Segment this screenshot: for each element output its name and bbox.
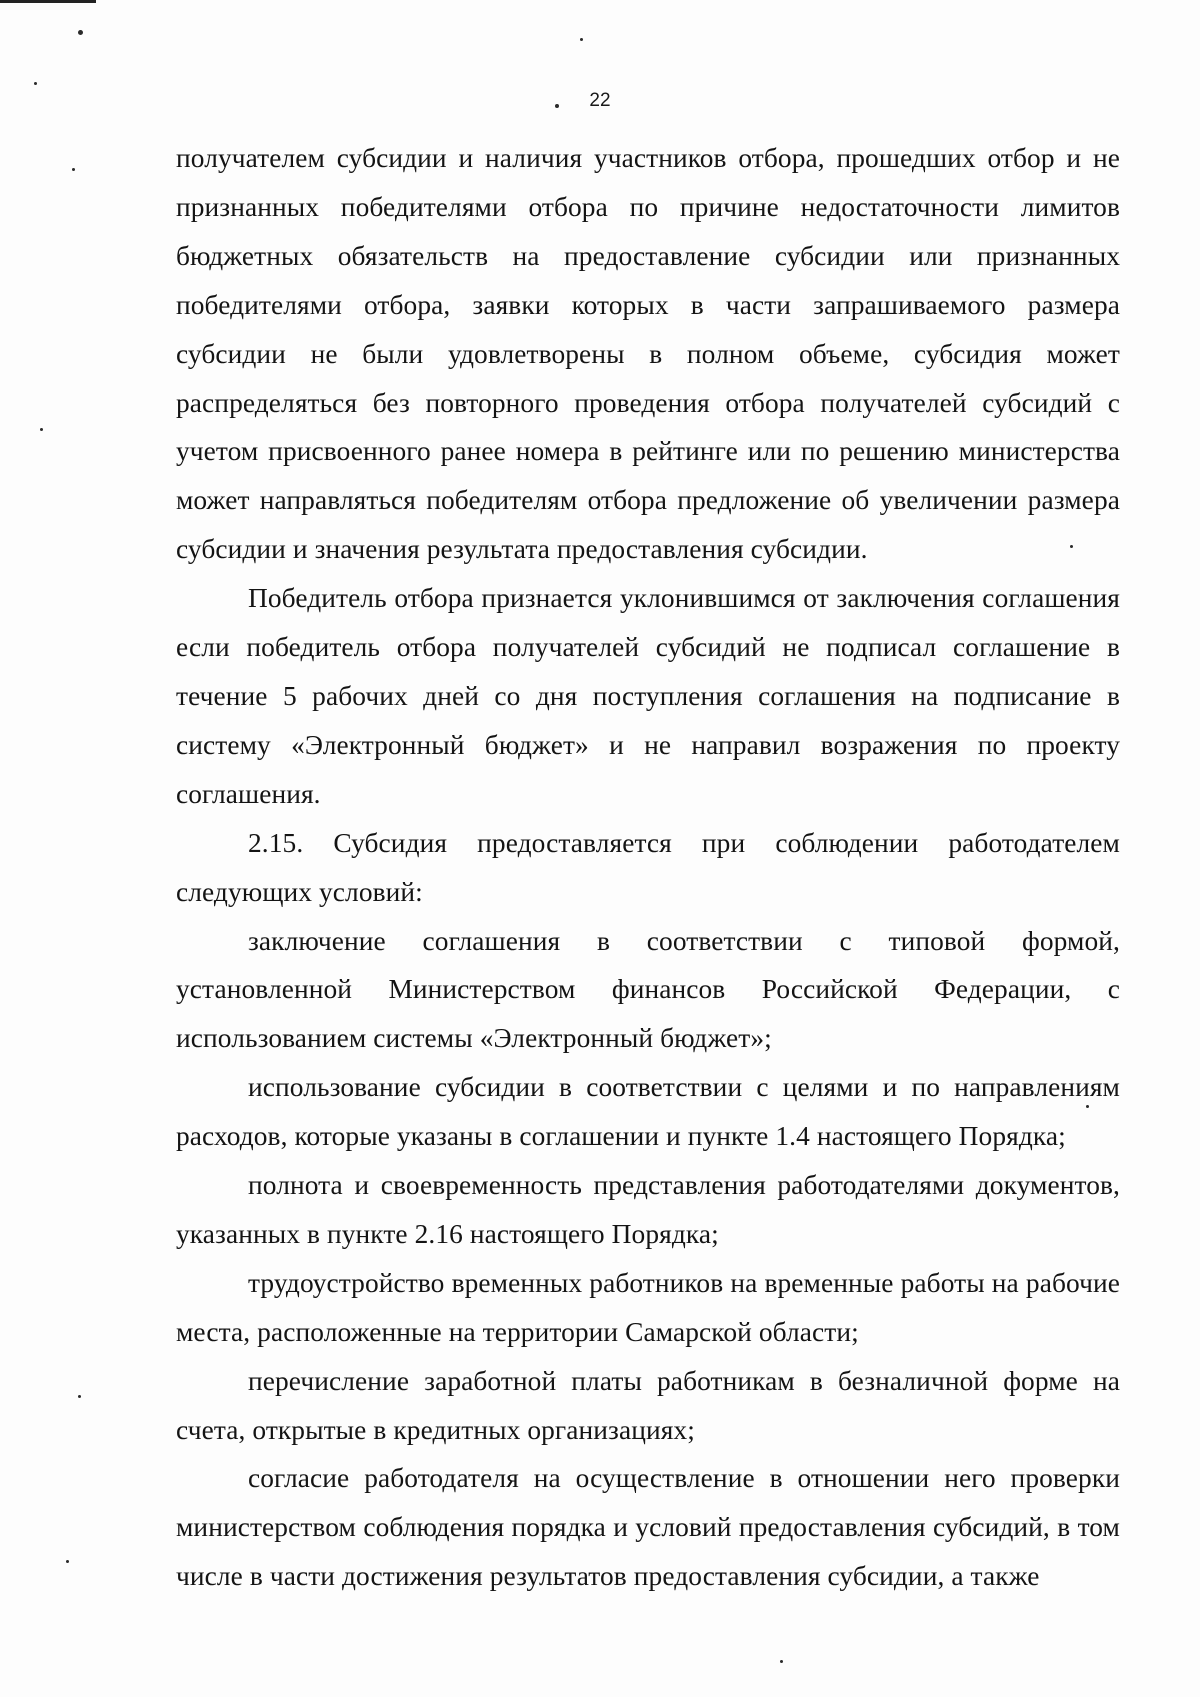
paragraph: перечисление заработной платы работникам в безналичной форме на счета, открытые в кредитных организациях; xyxy=(176,1365,1120,1445)
scan-speck xyxy=(555,104,559,108)
paragraph: Победитель отбора признается уклонившимся от заключения соглашения если победитель отбора получателей субсидий не подписал соглашение в течение 5 рабочих дней со дня поступления соглашения на подписание в систему «Электронный бюджет» и не направил возражения по проекту соглашения. xyxy=(176,583,1120,809)
paragraph: согласие работодателя на осуществление в отношении него проверки министерством соблюдения порядка и условий предоставления субсидий, в том числе в части достижения результатов предоставления субсидии, а также xyxy=(176,1463,1120,1592)
scan-edge-mark xyxy=(0,0,96,3)
scan-speck xyxy=(1086,1105,1089,1108)
body-text xyxy=(176,134,1120,1601)
paragraph: получателем субсидии и наличия участников отбора, прошедших отбор и не признанных победителями отбора по причине недостаточности лимитов бюджетных обязательств на предоставление субсидии или признанных победителями отбора, заявки которых в части запрашиваемого размера субсидии не были удовлетворены в полном объеме, субсидия может распределяться без повторного проведения отбора получателей субсидий с учетом присвоенного ранее номера в рейтинге или по решению министерства может направляться победителям отбора предложение об увеличении размера субсидии и значения результата предоставления субсидии. xyxy=(176,143,1120,565)
paragraph: 2.15. Субсидия предоставляется при соблюдении работодателем следующих условий: xyxy=(176,827,1120,907)
scan-speck xyxy=(34,82,37,85)
scan-speck xyxy=(78,30,83,35)
scan-speck xyxy=(780,1660,783,1663)
scan-speck xyxy=(78,1395,81,1398)
page-number: 22 xyxy=(589,90,611,111)
paragraph: полнота и своевременность представления работодателями документов, указанных в пункте 2.16 настоящего Порядка; xyxy=(176,1170,1120,1249)
scan-speck xyxy=(66,1560,69,1563)
paragraph: заключение соглашения в соответствии с типовой формой, установленной Министерством финансов Российской Федерации, с использованием системы «Электронный бюджет»; xyxy=(176,925,1120,1054)
paragraph: трудоустройство временных работников на временные работы на рабочие места, расположенные на территории Самарской области; xyxy=(176,1267,1120,1347)
scan-speck xyxy=(1070,545,1073,548)
paragraph: использование субсидии в соответствии с целями и по направлениям расходов, которые указаны в соглашении и пункте 1.4 настоящего Порядка; xyxy=(176,1072,1120,1152)
scan-speck xyxy=(580,38,583,41)
scan-speck xyxy=(40,428,43,431)
scan-speck xyxy=(72,168,75,171)
